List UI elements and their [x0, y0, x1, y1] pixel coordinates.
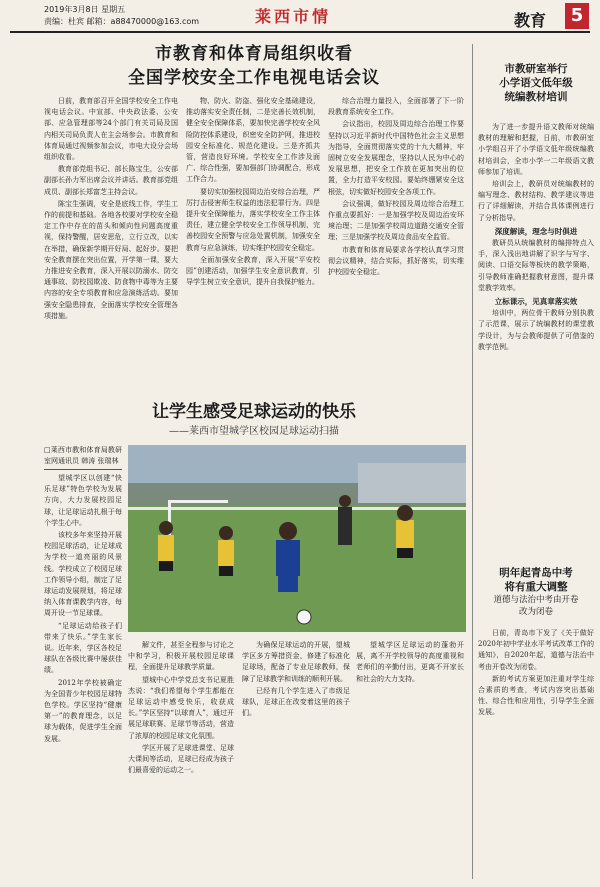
paragraph: 全面加强安全教育，深入开展“平安校园”创建活动，加强学生安全意识教育，引导学生树立安全意识，提升自我保护能力。 — [186, 255, 320, 287]
page-number: 5 — [565, 3, 589, 29]
paragraph: 教研员从统编教材的编排特点入手，深入浅出地讲解了识字与写字、阅读、口语交际等板块的教学策略，引导教师准确把握教材意图，提升课堂教学效率。 — [478, 239, 594, 292]
paragraph: 望城学区足球运动的蓬勃开展，离不开学校领导的高度重视和老师们的辛勤付出，更离不开家长和社会的大力支持。 — [356, 641, 464, 683]
issue-date: 2019年3月8日 星期五 — [44, 5, 126, 14]
paragraph: 培训中，两位骨干教师分别执教了示范课，展示了统编教材的课堂教学设计，为与会教师提供了可借鉴的教学范例。 — [478, 309, 594, 351]
right-article2-title-line2: 将有重大调整 — [504, 581, 568, 593]
paragraph: 日前，教育部召开全国学校安全工作电视电话会议。中宣部、中央政法委、公安部、应急管理部等24个部门有关司局及国内相关司局负责人在主会场参会。市教育和体育局通过视频参加会议，市电大设分会场组织收看。 — [44, 97, 178, 162]
football-photo-illustration — [128, 445, 466, 632]
right-article1-title-line3: 统编教材培训 — [504, 91, 568, 103]
paragraph: 日前，青岛市下发了《关于做好2020年初中学业水平考试改革工作的通知》，自2020年起，道德与法治中考由开卷改为闭卷。 — [478, 629, 594, 671]
paragraph: 为了进一步提升语文教师对统编教材的理解和把握，日前，市教研室小学组召开了小学语文低年级统编教材培训会，全市小学一二年级语文教师参加了培训。 — [478, 123, 594, 176]
paragraph: “足球运动给孩子们带来了快乐。”学生家长说。近年来，学区各校足球队在各级比赛中屡获佳绩。 — [44, 621, 122, 675]
paragraph: 该校多年来坚持开展校园足球活动，让足球成为学校一道亮丽的风景线。学校成立了校园足球工作领导小组，制定了足球运动发展规划，将足球纳入体育课教学内容，每周开设一节足球课。 — [44, 531, 122, 618]
article2-title: 让学生感受足球运动的快乐 — [152, 402, 356, 422]
paragraph: 物、防火、防盗、强化安全基础建设，推动落实安全责任制，二是完善长效机制，健全安全保障体系，要加快完善学校安全风险防控体系建设，织密安全防护网，推进校园安全标准化、规范化建设。三是齐抓共管，营造良好环境。学校安全工作涉及面广、综合性强，要加强部门协调配合，形成工作合力。 — [186, 97, 320, 184]
article2-headline — [44, 400, 464, 440]
right-article2-subtitle-line2: 改为闭卷 — [518, 607, 553, 617]
article2-byline: □莱西市教和体育局教研室网通讯员 韩涛 张瑞林 — [44, 445, 122, 470]
masthead — [0, 0, 600, 34]
paragraph: 已经有几个学生进入了市级足球队，足球正在改变着这里的孩子们。 — [242, 686, 350, 718]
newspaper-logo: 莱西市情 — [255, 7, 332, 26]
article2-column-4 — [356, 640, 464, 879]
right-article2-body — [478, 628, 594, 879]
article1-headline — [44, 42, 464, 90]
paragraph: 市教育和体育局要求各学校认真学习贯彻会议精神，结合实际，抓好落实，切实维护校园安全稳定。 — [328, 245, 464, 277]
paragraph: 陈宝生强调，安全是底线工作，学生工作的前提和基础。各地各校要对学校安全稳定工作中存在的苗头和倾向性问题高度重视，保持警醒，居安思危，立行立改，以实在举措，确保新学期开好局、起好步。要把安全教育摆在突出位置，开学第一课，要大力推进安全教育，深入开展以防溺水、防交通事故、防校园欺凌、防食物中毒等为主要内容的安全专项教育和应急演练活动。要加强安全隐患排查，全面落实学校安全管理各项措施。 — [44, 199, 178, 320]
right-article2-subtitle-line1: 道德与法治中考由开卷 — [493, 595, 579, 605]
article2-column-2 — [128, 640, 234, 879]
article1-title-line2: 全国学校安全工作电视电话会议 — [128, 68, 380, 88]
paragraph: 学区开展了足球进课堂、足球大课间等活动，足球已经成为孩子们最喜爱的运动之一。 — [128, 743, 234, 775]
article2-column-1 — [44, 445, 122, 879]
article1-column-2 — [186, 96, 320, 392]
football-photo — [128, 445, 466, 632]
right-subheading-1: 深度解读，理念与时俱进 — [494, 226, 578, 236]
right-subheading-2: 立标课示，见真章落实效 — [494, 297, 578, 307]
masthead-rule — [10, 31, 590, 33]
right-article1-body — [478, 122, 594, 552]
paragraph: 望城中心中学党总支书记夏胜杰说：“我们希望每个学生都能在足球运动中感受快乐，收获成长。”学区坚持“以球育人”，通过开展足球联赛、足球节等活动，营造了浓厚的校园足球文化氛围。 — [128, 675, 234, 740]
paragraph: 新的考试方案更加注重对学生综合素质的考查，考试内容突出基础性、综合性和应用性，引导学生全面发展。 — [478, 674, 594, 717]
article1-column-1 — [44, 96, 178, 392]
editor-info: 责编：杜宾 邮箱：a88470000@163.com — [44, 17, 200, 26]
right-article2-headline — [478, 566, 594, 618]
right-article1-headline — [478, 62, 594, 104]
paragraph: 会议强调，做好校园及周边综合治理工作重点要抓好：一是加强学校及周边治安环境治理；二是加强学校周边道路交通安全管理；三是加强学校及周边食品安全监管。 — [328, 199, 464, 242]
section-title: 教育 — [514, 11, 547, 30]
right-article1-title-line1: 市教研室举行 — [504, 63, 568, 75]
paragraph: 解文件，甚至全程参与讨论之中和学习，积极开展校园足球课程，全面提升足球教学质量。 — [128, 641, 234, 672]
paragraph: 教育部党组书记、部长陈宝生，公安部副部长孙力军出席会议并讲话。教育部党组成员、副部长郑富芝主持会议。 — [44, 165, 178, 196]
paragraph: 要切实加强校园周边治安综合治理，严厉打击侵害师生权益的违法犯罪行为。四是提升安全保障能力，落实学校安全工作主体责任，建立健全学校安全工作领导机制，完善校园安全预警与应急处置机制，加强安全教育与应急演练，切实维护校园安全稳定。 — [186, 187, 320, 252]
column-divider — [472, 44, 473, 879]
paragraph: 为确保足球运动的开展，望城学区多方筹措资金，修建了标准化足球场，配备了专业足球教师，保障了足球教学和训练的顺利开展。 — [242, 641, 350, 683]
paragraph: 综合治理力量投入，全面部署了下一阶段教育系统安全工作。 — [328, 97, 464, 117]
right-article2-title-line1: 明年起青岛中考 — [499, 567, 573, 579]
article2-column-3 — [242, 640, 350, 879]
article1-title-line1: 市教育和体育局组织收看 — [155, 44, 353, 64]
article2-subtitle: ——莱西市望城学区校园足球运动扫描 — [169, 426, 339, 437]
paragraph: 2012年学校被确定为全国青少年校园足球特色学校。学区坚持“健康第一”的教育理念，以足球为载体，促进学生全面发展。 — [44, 678, 122, 743]
paragraph: 望城学区以创建“快乐足球”特色学校为发展方向，大力发展校园足球，让足球运动扎根于每个学生心中。 — [44, 474, 122, 527]
article1-column-3 — [328, 96, 464, 392]
right-article1-title-line2: 小学语文低年级 — [499, 77, 573, 89]
paragraph: 会议指出，校园及周边综合治理工作要坚持以习近平新时代中国特色社会主义思想为指导，全面贯彻落实党的十九大精神，牢固树立安全发展理念，坚持以人民为中心的发展思想，把安全工作放在更加突出的位置，全力打造平安校园。要始终绷紧安全这根弦，切实做好校园安全各项工作。 — [328, 120, 464, 196]
paragraph: 培训会上，教研员对统编教材的编写理念、教材结构、教学建议等进行了详细解读，并结合具体课例进行了分析指导。 — [478, 180, 594, 222]
